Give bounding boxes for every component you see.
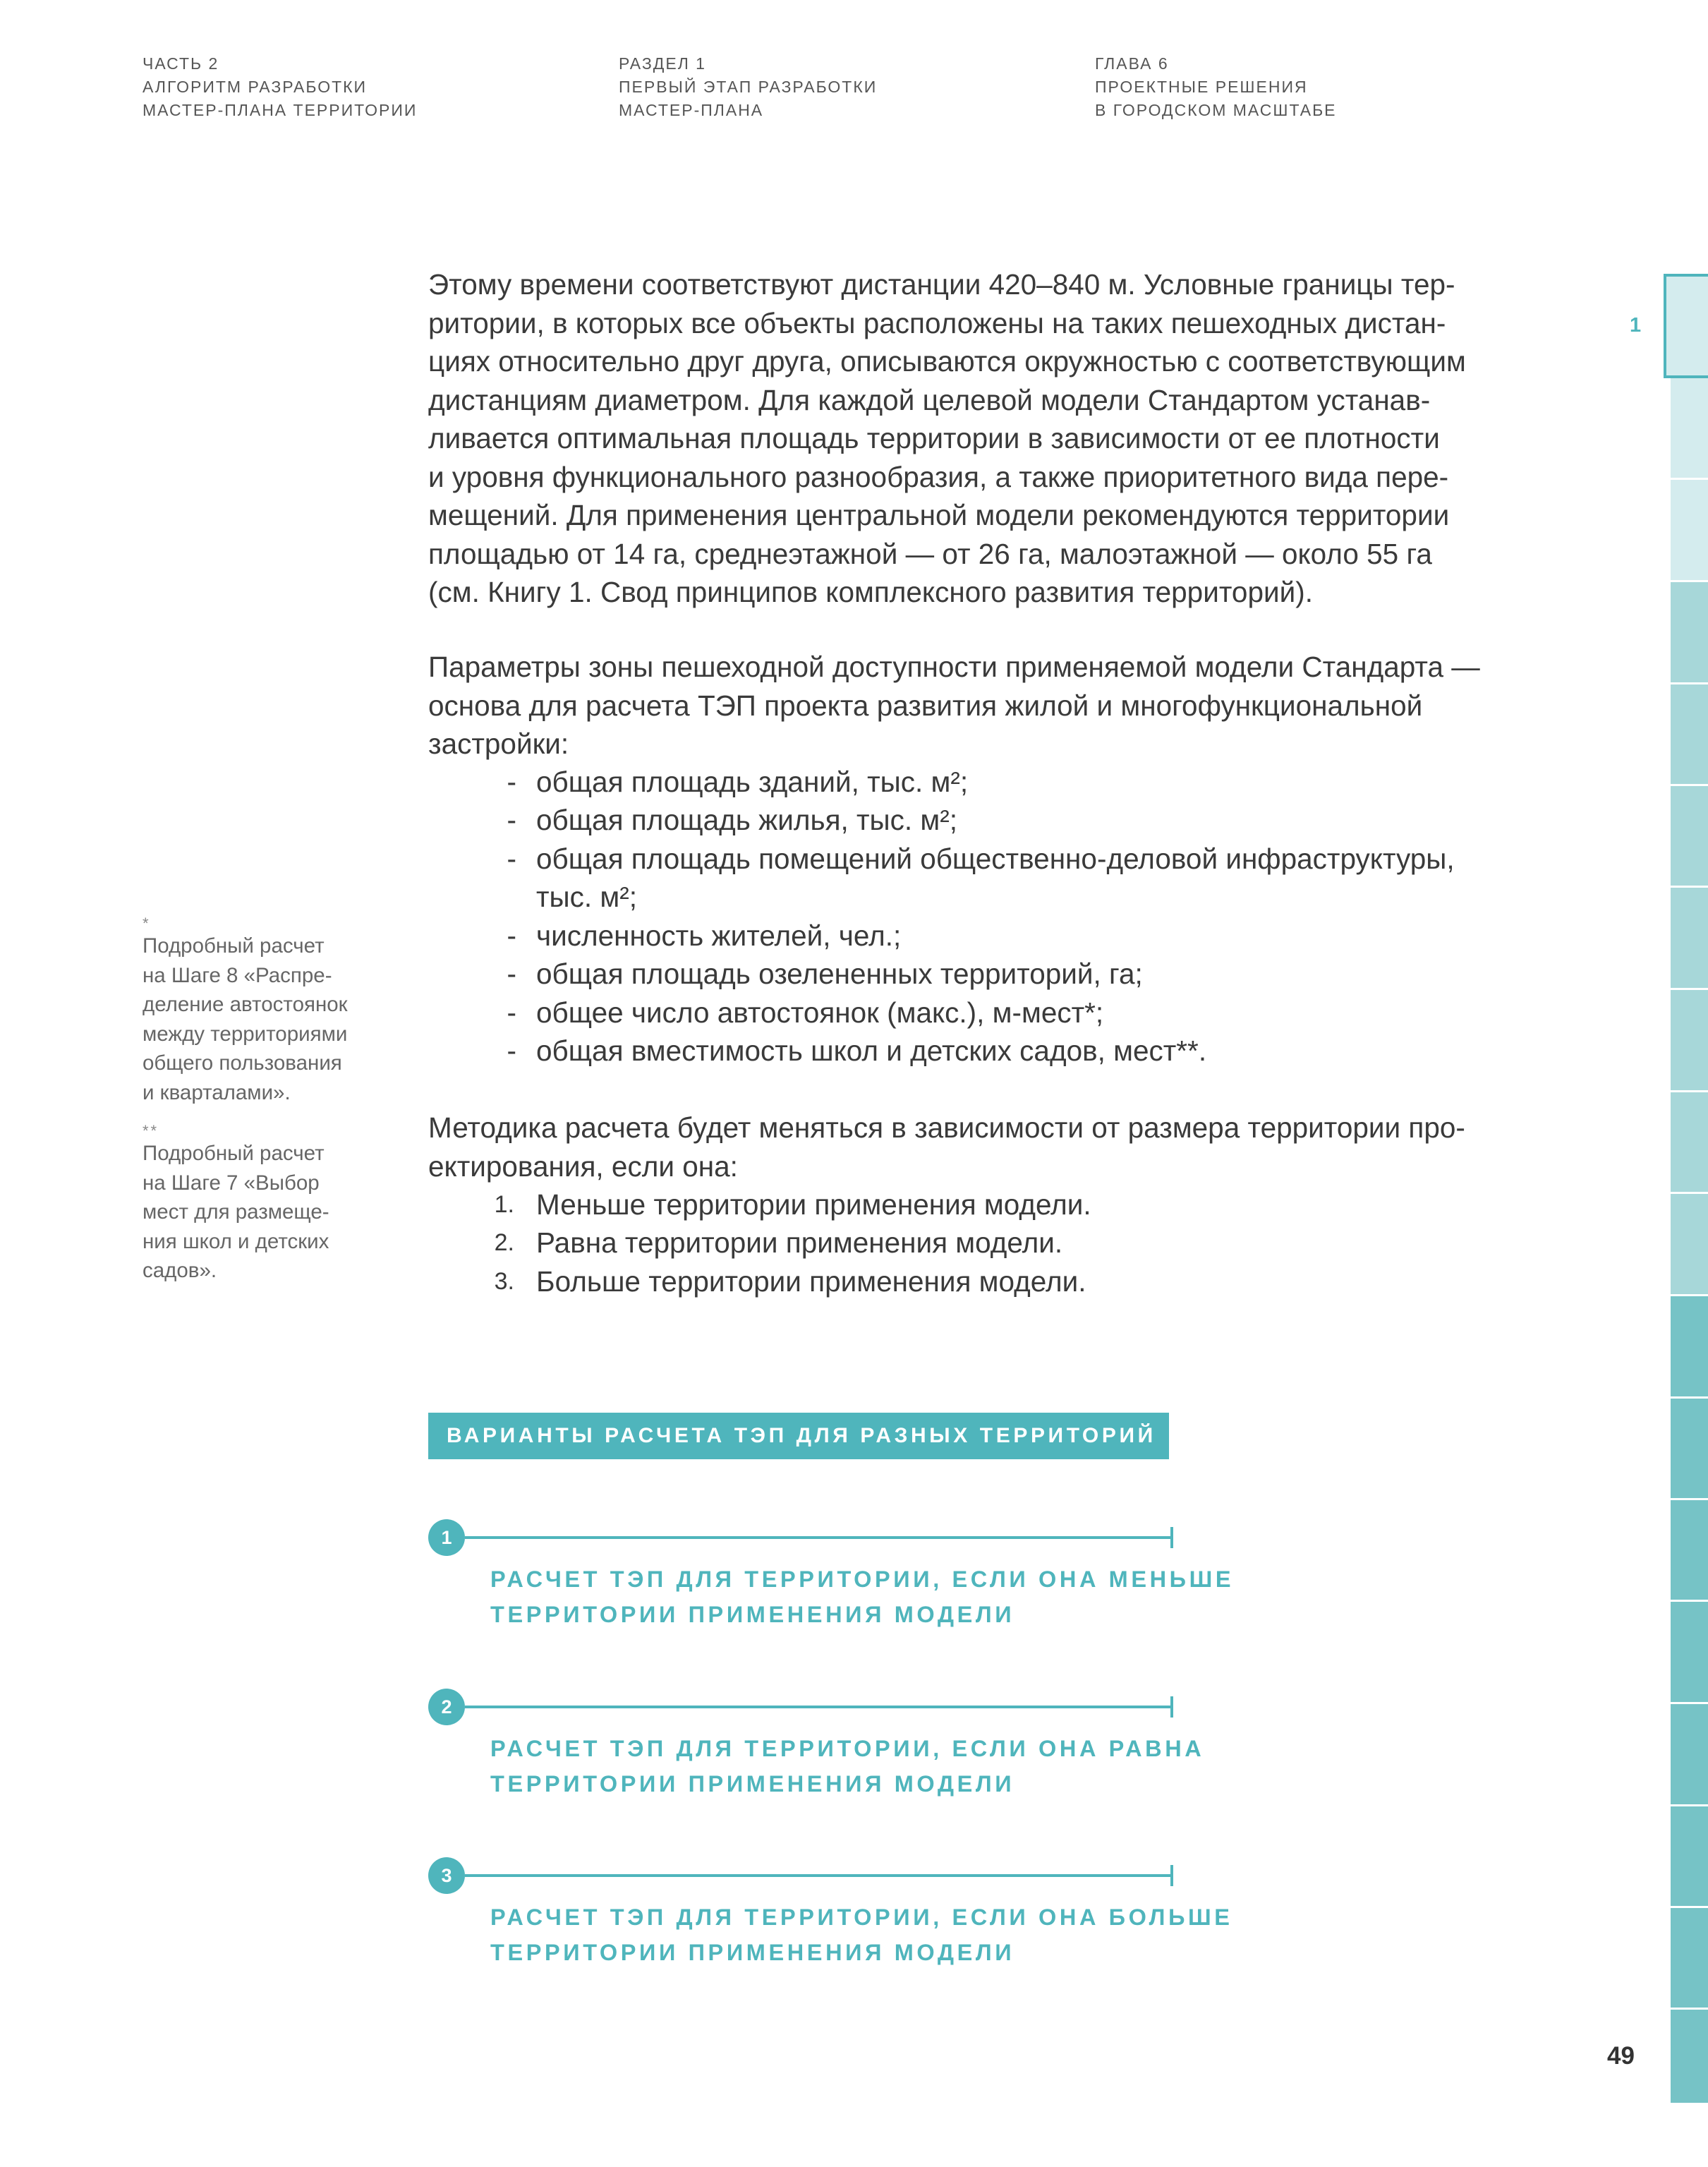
item-number: 2.: [494, 1229, 514, 1256]
variant-title-line: ТЕРРИТОРИИ ПРИМЕНЕНИЯ МОДЕЛИ: [490, 1940, 1015, 1965]
chapter-tab[interactable]: [1671, 1399, 1708, 1500]
variant-divider-line: [465, 1874, 1172, 1877]
bullet-dash: -: [507, 958, 516, 990]
bullet-dash: -: [507, 804, 516, 836]
footnote-line: садов».: [143, 1259, 217, 1283]
text-line: Этому времени соответствуют дистанции 420–840 м. Условные границы тер-: [428, 268, 1455, 301]
chapter-tab[interactable]: [1671, 480, 1708, 582]
item-number: 1.: [494, 1191, 514, 1218]
variant-1: [428, 1519, 1235, 1639]
list-item-text: общая площадь зданий, тыс. м²;: [536, 766, 969, 798]
variant-title-line: РАСЧЕТ ТЭП ДЛЯ ТЕРРИТОРИИ, ЕСЛИ ОНА БОЛЬШЕ: [490, 1905, 1233, 1930]
footnote-marker: **: [143, 1122, 159, 1140]
bullet-dash: -: [507, 843, 516, 875]
chapter-tab[interactable]: [1671, 1704, 1708, 1806]
footnote-line: деление автостоянок: [143, 993, 348, 1017]
footnote-line: Подробный расчет: [143, 934, 325, 958]
text-line: и уровня функционального разнообразия, а также приоритетного вида пере-: [428, 460, 1449, 493]
chapter-tab[interactable]: [1671, 990, 1708, 1092]
text-line: основа для расчета ТЭП проекта развития жилой и многофункциональной: [428, 689, 1423, 722]
chapter-tab[interactable]: [1671, 1092, 1708, 1194]
chapter-tab[interactable]: [1671, 1296, 1708, 1399]
header-chapter-label: ГЛАВА 6: [1095, 54, 1169, 73]
variant-number-badge: 1: [428, 1519, 465, 1556]
bullet-dash: -: [507, 919, 516, 952]
variant-divider-line: [465, 1706, 1172, 1708]
footnote-schools: [143, 1123, 396, 1286]
list-item-text: общее число автостоянок (макс.), м-мест*;: [536, 996, 1104, 1029]
variant-divider-end: [1170, 1527, 1173, 1548]
text-line: Параметры зоны пешеходной доступности применяемой модели Стандарта —: [428, 651, 1480, 683]
chapter-tab[interactable]: [1671, 378, 1708, 480]
variant-3: [428, 1857, 1233, 1977]
running-header-chapter: [1095, 52, 1337, 122]
chapter-tab[interactable]: [1671, 1194, 1708, 1296]
paragraph-methodology: [428, 1109, 1543, 1185]
variant-number-badge: 3: [428, 1857, 465, 1894]
list-item-text: общая вместимость школ и детских садов, мест**.: [536, 1034, 1207, 1067]
footnote-line: на Шаге 8 «Распре-: [143, 963, 332, 987]
chapter-tab-number: 1: [1630, 314, 1642, 337]
variant-title-line: РАСЧЕТ ТЭП ДЛЯ ТЕРРИТОРИИ, ЕСЛИ ОНА МЕНЬШЕ: [490, 1567, 1235, 1592]
chapter-tab[interactable]: [1671, 684, 1708, 786]
variant-divider-line: [465, 1536, 1172, 1539]
text-line: Методика расчета будет меняться в зависимости от размера территории про-: [428, 1111, 1465, 1144]
header-section-title-2: МАСТЕР-ПЛАНА: [619, 101, 764, 119]
chapter-tab[interactable]: [1671, 786, 1708, 888]
header-part-title-2: МАСТЕР-ПЛАНА ТЕРРИТОРИИ: [143, 101, 418, 119]
header-part-label: ЧАСТЬ 2: [143, 54, 219, 73]
item-number: 3.: [494, 1268, 514, 1295]
chapter-tab[interactable]: [1671, 1908, 1708, 2010]
numbered-item-text: Больше территории применения модели.: [536, 1265, 1086, 1298]
text-line: застройки:: [428, 728, 569, 760]
header-chapter-title-1: ПРОЕКТНЫЕ РЕШЕНИЯ: [1095, 78, 1308, 96]
bullet-dash: -: [507, 996, 516, 1029]
variants-banner: ВАРИАНТЫ РАСЧЕТА ТЭП ДЛЯ РАЗНЫХ ТЕРРИТОРИЙ: [428, 1413, 1169, 1459]
variant-title-line: ТЕРРИТОРИИ ПРИМЕНЕНИЯ МОДЕЛИ: [490, 1602, 1015, 1627]
variant-divider-end: [1170, 1865, 1173, 1886]
variant-title-line: ТЕРРИТОРИИ ПРИМЕНЕНИЯ МОДЕЛИ: [490, 1771, 1015, 1797]
footnote-line: и кварталами».: [143, 1080, 291, 1104]
variant-2: [428, 1689, 1204, 1809]
footnote-line: ния школ и детских: [143, 1229, 329, 1253]
footnote-line: общего пользования: [143, 1051, 342, 1075]
header-section-label: РАЗДЕЛ 1: [619, 54, 706, 73]
text-line: (см. Книгу 1. Свод принципов комплексного развития территорий).: [428, 576, 1313, 608]
footnote-line: мест для размеще-: [143, 1200, 329, 1224]
variant-title: [490, 1731, 1204, 1801]
bullet-dash: -: [507, 766, 516, 798]
bullet-dash: -: [507, 1034, 516, 1067]
chapter-tab[interactable]: [1671, 1602, 1708, 1704]
footnote-marker: *: [143, 915, 151, 932]
footnote-line: между территориями: [143, 1022, 348, 1046]
variant-title: [490, 1900, 1233, 1970]
text-line: циях относительно друг друга, описываются окружностью с соответствующим: [428, 345, 1466, 378]
text-line: дистанциям диаметром. Для каждой целевой модели Стандартом устанав-: [428, 383, 1431, 416]
chapter-tab[interactable]: [1671, 2010, 1708, 2103]
parameters-list: [428, 763, 1543, 1073]
paragraph-walking-distances: [428, 265, 1543, 612]
numbered-item-text: Меньше территории применения модели.: [536, 1188, 1091, 1221]
list-item-text: общая площадь озелененных территорий, га;: [536, 958, 1143, 990]
list-item-text: численность жителей, чел.;: [536, 919, 902, 952]
chapter-tab[interactable]: [1671, 1500, 1708, 1602]
text-line: площадью от 14 га, среднеэтажной — от 26 га, малоэтажной — около 55 га: [428, 537, 1432, 570]
header-chapter-title-2: В ГОРОДСКОМ МАСШТАБЕ: [1095, 101, 1337, 119]
chapter-tab[interactable]: [1671, 1806, 1708, 1908]
header-part-title-1: АЛГОРИТМ РАЗРАБОТКИ: [143, 78, 368, 96]
page-number: 49: [1607, 2042, 1635, 2070]
text-line: мещений. Для применения центральной модели рекомендуются территории: [428, 499, 1450, 531]
footnote-line: Подробный расчет: [143, 1142, 325, 1165]
footnote-parking: [143, 916, 396, 1108]
footnote-line: на Шаге 7 «Выбор: [143, 1171, 320, 1195]
variant-title: [490, 1562, 1234, 1632]
variant-divider-end: [1170, 1696, 1173, 1718]
list-item-text: тыс. м²;: [536, 881, 637, 913]
chapter-tab[interactable]: [1671, 888, 1708, 990]
text-line: ектирования, если она:: [428, 1149, 738, 1183]
list-item-text: общая площадь помещений общественно-деловой инфраструктуры,: [536, 843, 1455, 875]
list-item-text: общая площадь жилья, тыс. м²;: [536, 804, 957, 836]
chapter-tab[interactable]: [1671, 582, 1708, 684]
header-section-title-1: ПЕРВЫЙ ЭТАП РАЗРАБОТКИ: [619, 78, 878, 96]
numbered-item-text: Равна территории применения модели.: [536, 1226, 1063, 1259]
numbered-list: [428, 1185, 1543, 1305]
running-header-part: [143, 52, 417, 122]
variant-title-line: РАСЧЕТ ТЭП ДЛЯ ТЕРРИТОРИИ, ЕСЛИ ОНА РАВНА: [490, 1736, 1205, 1761]
running-header-section: [619, 52, 877, 122]
text-line: ливается оптимальная площадь территории в зависимости от ее плотности: [428, 422, 1440, 454]
text-line: ритории, в которых все объекты расположены на таких пешеходных дистан-: [428, 306, 1446, 339]
variant-number-badge: 2: [428, 1689, 465, 1725]
paragraph-parameters: [428, 648, 1543, 763]
chapter-tab-active[interactable]: [1664, 274, 1708, 378]
